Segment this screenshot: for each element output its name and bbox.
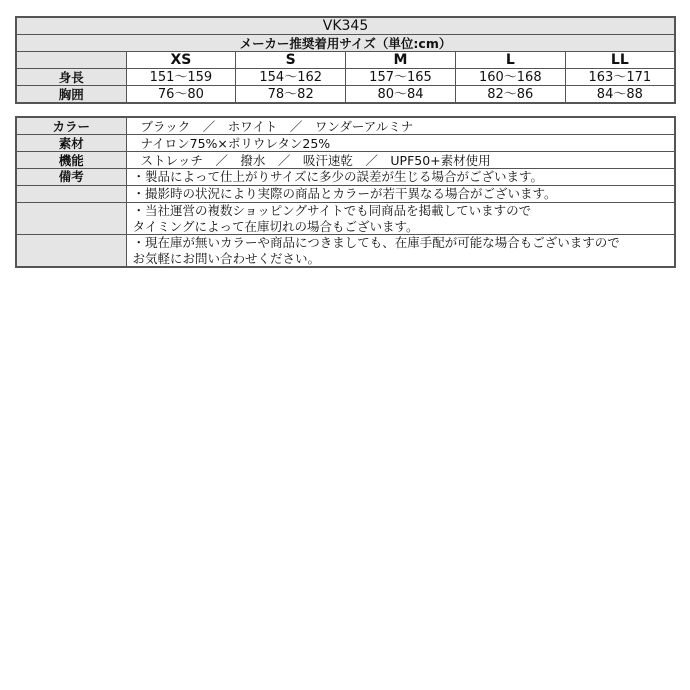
spec-label-material: 素材 <box>16 135 126 152</box>
chest-value: 80～84 <box>346 86 456 104</box>
row-label-height: 身長 <box>16 69 126 86</box>
notes-row <box>16 203 675 235</box>
height-value: 151～159 <box>126 69 236 86</box>
note-item: ・当社運営の複数ショッピングサイトでも同商品を掲載していますので タイミングによって在庫切れの場合もございます。 <box>126 203 675 235</box>
size-header-row <box>16 52 675 69</box>
corner-cell <box>16 52 126 69</box>
notes-label-continuation <box>16 203 126 235</box>
material-row <box>16 135 675 152</box>
notes-row <box>16 169 675 186</box>
size-label: L <box>455 52 565 69</box>
spec-value-function: ストレッチ ／ 撥水 ／ 吸汗速乾 ／ UPF50+素材使用 <box>126 152 675 169</box>
notes-label-continuation <box>16 186 126 203</box>
function-row <box>16 152 675 169</box>
size-chart-subtitle: メーカー推奨着用サイズ（単位:cm） <box>16 35 675 52</box>
note-item: ・製品によって仕上がりサイズに多少の誤差が生じる場合がございます。 <box>126 169 675 186</box>
color-row <box>16 117 675 135</box>
size-chart-table <box>15 16 676 104</box>
spec-value-material: ナイロン75%×ポリウレタン25% <box>126 135 675 152</box>
notes-label-continuation <box>16 235 126 268</box>
size-label: LL <box>565 52 675 69</box>
height-value: 157～165 <box>346 69 456 86</box>
chest-value: 76～80 <box>126 86 236 104</box>
height-value: 154～162 <box>236 69 346 86</box>
chest-value: 82～86 <box>455 86 565 104</box>
height-value: 160～168 <box>455 69 565 86</box>
row-label-chest: 胸囲 <box>16 86 126 104</box>
product-spec-table <box>15 116 676 268</box>
model-number: VK345 <box>16 17 675 35</box>
spec-value-color: ブラック ／ ホワイト ／ ワンダーアルミナ <box>126 117 675 135</box>
height-value: 163～171 <box>565 69 675 86</box>
note-item: ・現在庫が無いカラーや商品につきましても、在庫手配が可能な場合もございますので お気軽にお問い合わせください。 <box>126 235 675 268</box>
height-row <box>16 69 675 86</box>
spec-label-notes: 備考 <box>16 169 126 186</box>
notes-row <box>16 235 675 268</box>
chest-value: 84～88 <box>565 86 675 104</box>
size-label: S <box>236 52 346 69</box>
spec-label-function: 機能 <box>16 152 126 169</box>
note-item: ・撮影時の状況により実際の商品とカラーが若干異なる場合がございます。 <box>126 186 675 203</box>
size-label: M <box>346 52 456 69</box>
notes-row <box>16 186 675 203</box>
size-label: XS <box>126 52 236 69</box>
chest-row <box>16 86 675 104</box>
chest-value: 78～82 <box>236 86 346 104</box>
spec-label-color: カラー <box>16 117 126 135</box>
